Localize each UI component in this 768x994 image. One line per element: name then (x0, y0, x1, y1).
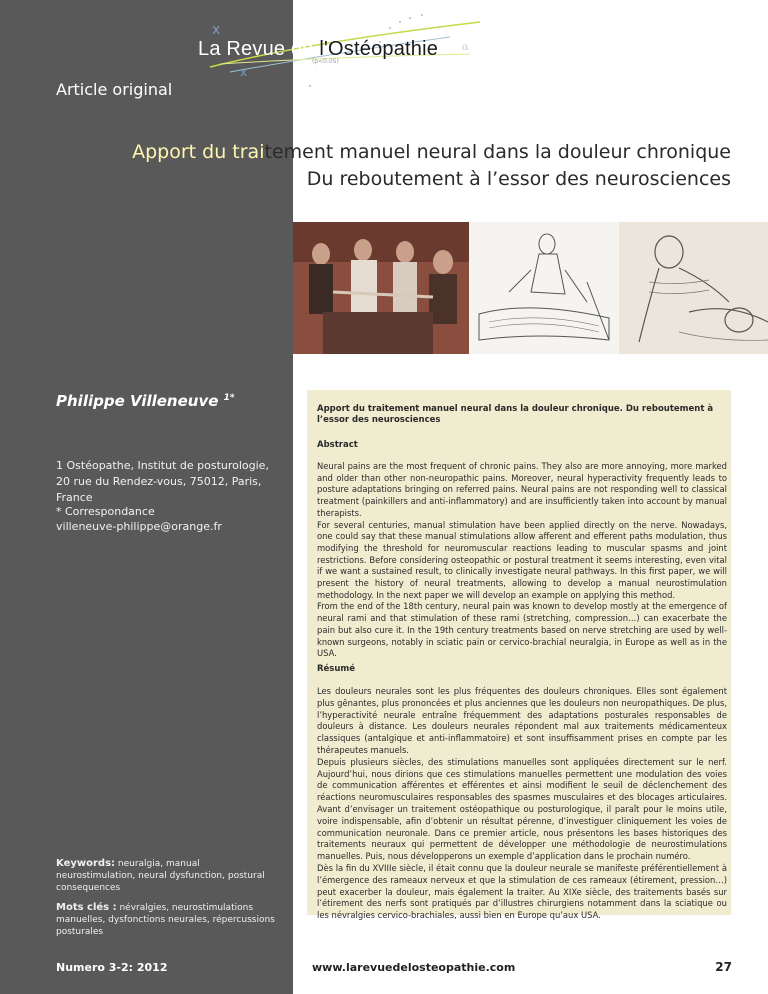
illustration-sketch (619, 222, 768, 354)
abstract-heading: Abstract (317, 440, 358, 450)
abstract-paragraph: Neural pains are the most frequent of chronic pains. They also are more annoying, more marked and older than other non-neuropathic pains. Moreover, neural hyperactivity frequently leads to posture adaptations bringing on referred pains. Neural pains are not responding well to classical treatment (painkillers and anti-inflammatory) and are insufficiently taken into account by manual therapists. (317, 461, 727, 518)
svg-text:x: x (212, 22, 221, 38)
logo-formula: (p<0.05) (312, 58, 339, 65)
author-name: Philippe Villeneuve $^{1*}$ (56, 392, 235, 410)
abstract-box-title: Apport du traitement manuel neural dans la douleur chronique. Du reboutement à l’essor des neurosciences (317, 404, 714, 425)
journal-website[interactable]: www.larevuedelosteopathie.com (312, 961, 516, 974)
mots-cles-label: Mots clés : (56, 902, 117, 913)
keywords-label: Keywords: (56, 858, 116, 869)
resume-paragraph: Depuis plusieurs siècles, des stimulations manuelles sont appliquées directement sur le nerf. Aujourd’hui, nous dirions que ces stimulations manuelles permettent une modulation des voies de communication afférentes et efférentes et ainsi modifient le seuil de déclenchement des réactions neuromusculaires responsables des spasmes musculaires et des blocages articulaires. Avant d’envisager un traitement ostéopathique ou posturologique, il paraît pour le moins utile, voire indispensable, afin d’obtenir un résultat pérenne, d’investiguer cliniquement les voies de communication neuronale. Dans ce premier article, nous présentons les bases historiques des traitements neuraux qui permettent de développer une méthodologie de neurostimulations manuelles. Puis, nous développerons un exemple d’application dans le prochain numéro. (317, 756, 727, 862)
illustration-nerve-stretching-photo (293, 222, 469, 354)
abstract-body (317, 461, 727, 660)
mots-cles (56, 902, 286, 938)
page-number: 27 (715, 960, 732, 974)
correspondence (56, 504, 286, 534)
correspondence-label: * Correspondance (56, 505, 155, 518)
correspondence-email[interactable]: villeneuve-philippe@orange.fr (56, 520, 222, 533)
historical-illustrations (293, 222, 768, 354)
keywords (56, 858, 280, 894)
abstract-paragraph: For several centuries, manual stimulation have been applied directly on the nerve. Nowadays, one could say that these manual stimulations allow afferent and efferent paths modulation, thus modifying the threshold for neuromuscular reactions leading to muscular spasms and joint restrictions. Before considering osteopathic or postural treatment it seems interesting, even vital if we want a sustained result, to clinically investigate neural pathways. In this first paper, we will present the history of neural treatments, allowing to develop a manual neurostimulation methodology. In the next paper we will develop an example on applying this method. (317, 519, 727, 600)
article-type: Article original (56, 80, 173, 99)
svg-text:α: α (462, 42, 469, 53)
journal-name: La Revue de l'Ostéopathie (198, 38, 439, 60)
resume-heading: Résumé (317, 664, 356, 674)
issue-number: Numero 3-2: 2012 (56, 961, 168, 974)
illustration-engraving (469, 222, 619, 354)
journal-logo (190, 12, 490, 92)
resume-body (317, 686, 727, 922)
resume-paragraph: Les douleurs neurales sont les plus fréquentes des douleurs chroniques. Elles sont également plus gênantes, plus prononcées et plus anciennes que les douleurs non neuropathiques. De plus, l’hyperactivité neurale entraîne fréquemment des adaptations posturales responsables de douleurs à distance. Les douleurs neurales répondent mal aux traitements médicamenteux classiques (antalgique et anti-inflammatoire) et sont insuffisamment prises en compte par les thérapeutes manuels. (317, 686, 727, 755)
abstract-paragraph: From the end of the 18th century, neural pain was known to develop mostly at the emergence of neural rami and that stimulation of these rami (stretching, compression…) can exacerbate the pain but also cure it. In the 19th century treatments based on nerve stretching are used by well-known surgeons, notably in sciatic pain or cervico-brachial neuralgia, in Europe as well as in the USA. (317, 601, 727, 659)
svg-text:x: x (240, 65, 248, 79)
resume-paragraph: Dès la fin du XVIIIe siècle, il était connu que la douleur neurale se manifeste préférentiellement à l’émergence des rameaux nerveux et que la stimulation de ces rameaux (étirement, pression…) peut exacerber la douleur, mais également la traiter. Au XIXe siècle, des traitements basés sur l’étirement des nerfs sont pratiqués par d’illustres chirurgiens notamment dans la sciatique ou les névralgies cervico-brachiales, aussi bien en Europe qu’aux USA. (317, 862, 727, 921)
article-title-line1: Apport du traitement manuel neural dans la douleur chronique (132, 141, 731, 163)
mots-cles-text: névralgies, neurostimulations manuelles, dysfonctions neurales, répercussions posturales (56, 903, 275, 937)
article-subtitle: Du reboutement à l’essor des neurosciences (306, 168, 731, 190)
keywords-text: neuralgia, manual neurostimulation, neural dysfunction, postural consequences (56, 859, 265, 893)
author-affiliation: 1 Ostéopathe, Institut de posturologie, 20 rue du Rendez-vous, 75012, Paris, France (56, 459, 269, 504)
